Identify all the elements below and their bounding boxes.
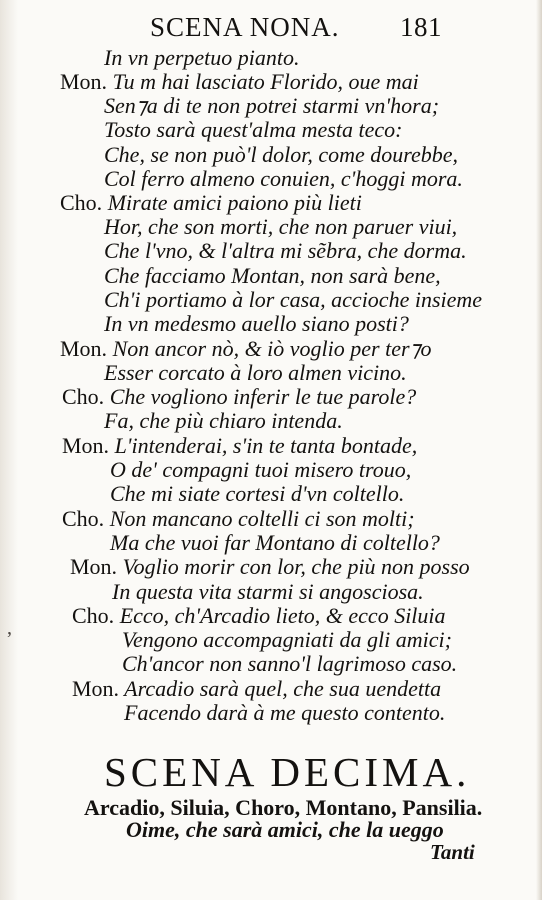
line-text: Che, se non può'l dolor, come dourebbe, <box>104 142 459 167</box>
line-text: Mirate amici paiono più lieti <box>107 190 362 215</box>
line-text: Ma che vuoi far Montano di coltello? <box>110 530 440 555</box>
speaker-label: Mon. <box>60 336 108 361</box>
line-text: Che vogliono inferir le tue parole? <box>109 384 417 409</box>
line-text: Vengono accompagniati da gli amici; <box>122 627 452 652</box>
margin-mark: ’ <box>6 628 13 650</box>
verse-line <box>104 360 407 386</box>
verse-line <box>62 433 417 459</box>
speaker-label: Mon. <box>72 676 120 701</box>
line-text: Facendo darà à me questo contento. <box>124 700 446 725</box>
line-text: Che facciamo Montan, non sarà bene, <box>104 263 441 288</box>
header-title: SCENA NONA. <box>150 12 340 42</box>
speaker-label: Mon. <box>62 433 110 458</box>
line-text: Ecco, ch'Arcadio lieto, & ecco Siluia <box>119 603 446 628</box>
line-text: In vn perpetuo pianto. <box>104 45 300 70</box>
verse-line <box>104 214 457 240</box>
speaker-label: Cho. <box>72 603 115 628</box>
line-text: Che l'vno, & l'altra mi sẽbra, che dorma. <box>104 238 467 263</box>
line-text: Ch'i portiamo à lor casa, accioche insieme <box>104 287 483 312</box>
speaker-label: Cho. <box>62 384 105 409</box>
line-text: Tosto sarà quest'alma mesta teco: <box>104 117 403 142</box>
page-gutter-shadow <box>0 0 18 900</box>
verse-line <box>104 45 300 71</box>
speaker-label: Cho. <box>60 190 103 215</box>
verse-line <box>104 142 458 168</box>
line-text: In vn medesmo auello siano posti? <box>104 311 409 336</box>
verse-line <box>110 457 411 483</box>
verse-line <box>104 287 482 313</box>
line-text: Tu m hai lasciato Florido, oue mai <box>112 69 419 94</box>
line-text: O de' compagni tuoi misero trouo, <box>110 457 412 482</box>
verse-line <box>122 651 457 677</box>
line-text: Arcadio sarà quel, che sua uendetta <box>124 676 442 701</box>
verse-line <box>110 530 440 556</box>
verse-line <box>72 676 441 702</box>
line-text: Voglio morir con lor, che più non posso <box>122 554 470 579</box>
scene-title: SCENA DECIMA. <box>104 749 471 795</box>
cast-list: Arcadio, Siluia, Choro, Montano, Pansilia. <box>84 795 483 820</box>
verse-line <box>122 627 452 653</box>
verse-line <box>104 117 402 143</box>
page-number: 181 <box>400 12 442 42</box>
verse-line <box>104 263 441 289</box>
verse-line <box>72 603 446 629</box>
verse-line <box>110 481 404 507</box>
speaker-label: Mon. <box>60 69 108 94</box>
line-text: L'intenderai, s'in te tanta bontade, <box>114 433 418 458</box>
verse-line <box>124 700 445 726</box>
verse-line <box>60 190 362 216</box>
verse-line <box>60 336 431 362</box>
verse-line <box>60 69 419 95</box>
verse-line <box>104 166 463 192</box>
line-text: Non ancor nò, & iò voglio per ter⁊o <box>112 336 432 361</box>
speaker-label: Mon. <box>70 554 118 579</box>
page-edge <box>536 0 542 900</box>
speaker-label: Cho. <box>62 506 105 531</box>
line-text: Ch'ancor non sanno'l lagrimoso caso. <box>122 651 458 676</box>
verse-line <box>70 554 470 580</box>
line-text: Che mi siate cortesi d'vn coltello. <box>110 481 405 506</box>
line-text: Esser corcato à loro almen vicino. <box>104 360 407 385</box>
verse-line <box>112 579 424 605</box>
verse-line <box>104 408 343 434</box>
verse-line <box>62 506 415 532</box>
verse-line <box>104 93 439 119</box>
verse-line <box>62 384 416 410</box>
verse-line <box>104 311 409 337</box>
catchword: Tanti <box>430 840 475 864</box>
line-text: Non mancano coltelli ci son molti; <box>109 506 415 531</box>
verse-line <box>104 238 467 264</box>
line-text: In questa vita starmi si angosciosa. <box>112 579 424 604</box>
line-text: Fa, che più chiaro intenda. <box>104 408 343 433</box>
opening-line: Oime, che sarà amici, che la ueggo <box>126 817 444 842</box>
line-text: Hor, che son morti, che non paruer viui, <box>104 214 458 239</box>
line-text: Col ferro almeno conuien, c'hoggi mora. <box>104 166 463 191</box>
line-text: Sen⁊a di te non potrei starmi vn'hora; <box>104 93 440 118</box>
